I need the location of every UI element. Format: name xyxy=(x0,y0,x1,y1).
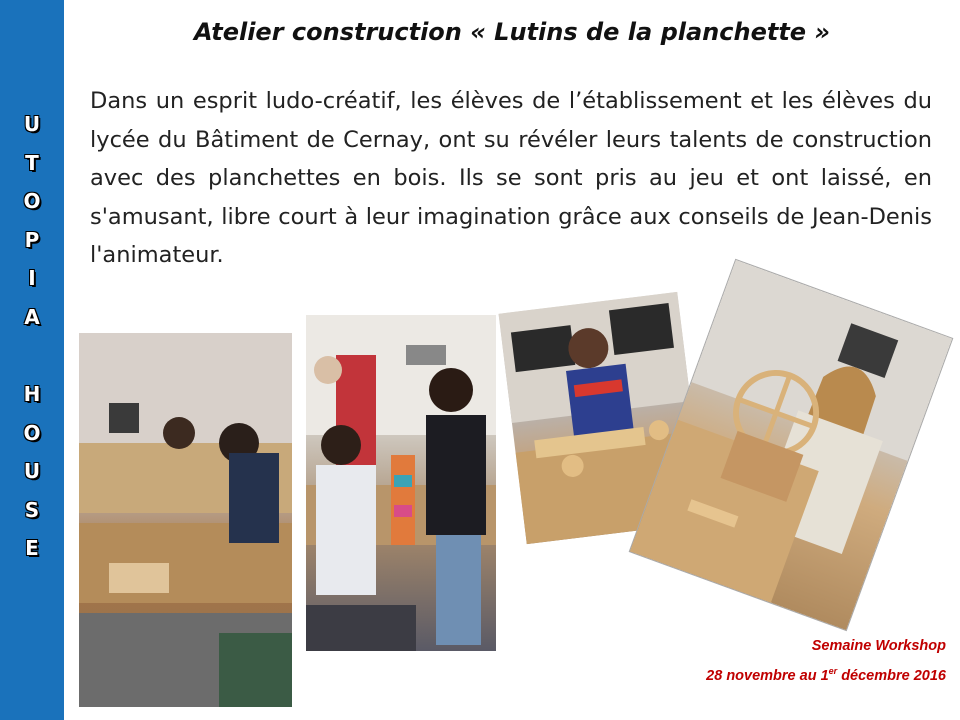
letter: A xyxy=(24,304,40,329)
letter: P xyxy=(24,227,40,252)
footer-dates-start: 28 novembre au 1 xyxy=(706,667,829,684)
letter: I xyxy=(28,266,36,290)
sidebar-banner xyxy=(0,0,64,720)
letter: O xyxy=(23,189,41,213)
house-vertical-label xyxy=(14,375,50,568)
footer-event-dates xyxy=(706,666,946,684)
footer-dates-superscript: er xyxy=(828,666,838,676)
letter: T xyxy=(25,150,39,175)
letter: U xyxy=(23,112,41,136)
letter: H xyxy=(23,382,41,406)
footer-dates-end: décembre 2016 xyxy=(837,667,946,684)
letter: E xyxy=(25,536,39,560)
page-title: Atelier construction « Lutins de la planchette » xyxy=(193,18,831,46)
photo-students-building-table xyxy=(79,333,292,707)
letter: U xyxy=(23,459,41,483)
description-paragraph: Dans un esprit ludo-créatif, les élèves de l’établissement et les élèves du lycée du Bâtiment de Cernay, ont su révéler leurs talents de construction avec des planchettes en bois. Ils se sont pris au jeu et ont laissé, en s'amusant, libre court à leur imagination grâce aux conseils de Jean-Denis l'animateur. xyxy=(90,88,932,268)
letter: O xyxy=(23,420,41,445)
footer-event-name: Semaine Workshop xyxy=(811,638,946,654)
utopia-vertical-label xyxy=(14,105,50,336)
letter: S xyxy=(24,497,40,522)
photo-tower-building xyxy=(306,315,496,651)
